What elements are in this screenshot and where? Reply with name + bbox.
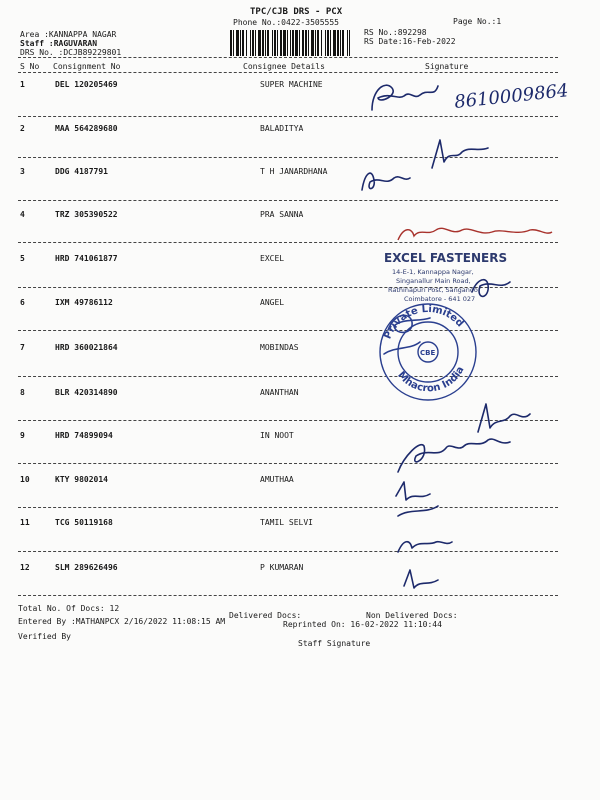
barcode-bar: [347, 30, 348, 56]
signature-2: [432, 140, 488, 168]
row-consignee: SUPER MACHINE: [260, 80, 323, 89]
row-consignee: BALADITYA: [260, 124, 304, 133]
header-rule-top: [18, 57, 558, 58]
row-consignee: ANANTHAN: [260, 388, 299, 397]
barcode-bar: [240, 30, 241, 56]
row-consignment: HRD 74899094: [55, 431, 113, 440]
barcode-bar: [308, 30, 309, 56]
signature-8: [478, 404, 530, 432]
row-sno: 12: [20, 563, 30, 572]
barcode-bar: [258, 30, 261, 56]
row-sno: 4: [20, 210, 25, 219]
barcode-bar: [311, 30, 314, 56]
barcode-bar: [233, 30, 234, 56]
row-sno: 8: [20, 388, 25, 397]
row-consignment: IXM 49786112: [55, 298, 113, 307]
staff-signature: Staff Signature: [298, 639, 371, 648]
barcode-bar: [280, 30, 282, 56]
total-docs: Total No. Of Docs: 12: [18, 604, 120, 613]
phone-number: Phone No.:0422-3505555: [233, 18, 339, 27]
barcode-bar: [315, 30, 316, 56]
row-sno: 1: [20, 80, 25, 89]
round-stamp-inner-ring: [398, 322, 458, 382]
area-field: Area :KANNAPPA NAGAR: [20, 30, 117, 39]
signature-3: [362, 173, 410, 190]
row-consignment: HRD 741061877: [55, 254, 118, 263]
barcode-bar: [242, 30, 244, 56]
barcode-bar: [295, 30, 298, 56]
round-stamp-center: CBE: [420, 349, 436, 357]
round-stamp-bottom-path: Mhacron India: [395, 364, 467, 395]
column-header-consignee: Consignee Details: [243, 62, 325, 71]
row-separator: [18, 157, 558, 158]
verified-by: Verified By: [18, 632, 71, 641]
drs-number: DRS No. :DCJB89229801: [20, 48, 122, 57]
barcode-bar: [292, 30, 294, 56]
row-sno: 9: [20, 431, 25, 440]
stamp-pin: Coimbatore - 641 027: [404, 295, 476, 303]
barcode-bar: [265, 30, 266, 56]
stamp-address-1: 14-E-1, Kannappa Nagar,: [392, 268, 474, 276]
row-consignment: SLM 289626496: [55, 563, 118, 572]
header-rule-bottom: [18, 72, 558, 73]
column-header-signature: Signature: [425, 62, 469, 71]
row-consignee: IN NOOT: [260, 431, 294, 440]
round-stamp-outer-ring: [380, 304, 476, 400]
barcode-bar: [262, 30, 264, 56]
row-consignee: TAMIL SELVI: [260, 518, 313, 527]
entered-by: Entered By :MATHANPCX 2/16/2022 11:08:15 AM: [18, 617, 226, 626]
barcode-bar: [305, 30, 307, 56]
row-consignee: P KUMARAN: [260, 563, 304, 572]
row-consignee: PRA SANNA: [260, 210, 304, 219]
row-sno: 5: [20, 254, 25, 263]
barcode-bar: [327, 30, 329, 56]
barcode-bar: [333, 30, 336, 56]
signature-9: [398, 439, 510, 472]
round-stamp-top-text: [382, 304, 465, 341]
signature-1: [372, 85, 438, 110]
row-consignee: ANGEL: [260, 298, 285, 307]
rs-number: RS No.:892298: [364, 28, 427, 37]
barcode-bar: [246, 30, 247, 56]
column-header-sno: S No: [20, 62, 40, 71]
row-separator: [18, 595, 558, 596]
signature-10: [396, 482, 438, 516]
signature-7: [384, 342, 420, 354]
barcode-bar: [252, 30, 254, 56]
barcode-bar: [321, 30, 322, 56]
barcode-bar: [255, 30, 256, 56]
barcode-bar: [230, 30, 232, 56]
row-separator: [18, 330, 558, 331]
row-consignment: DEL 120205469: [55, 80, 118, 89]
row-sno: 10: [20, 475, 30, 484]
barcode-bar: [274, 30, 276, 56]
rs-date: RS Date:16-Feb-2022: [364, 37, 456, 46]
row-sno: 6: [20, 298, 25, 307]
row-sno: 2: [20, 124, 25, 133]
row-consignee: MOBINDAS: [260, 343, 299, 352]
row-consignee: EXCEL: [260, 254, 285, 263]
round-stamp-top-path: Private Limited: [382, 303, 466, 341]
barcode-bar: [236, 30, 239, 56]
barcode-bar: [330, 30, 331, 56]
row-consignment: TCG 50119168: [55, 518, 113, 527]
barcode-bar: [267, 30, 269, 56]
row-sno: 3: [20, 167, 25, 176]
row-consignment: TRZ 305390522: [55, 210, 118, 219]
row-sno: 7: [20, 343, 25, 352]
row-consignment: BLR 420314890: [55, 388, 118, 397]
row-sno: 11: [20, 518, 30, 527]
row-consignee: T H JANARDHANA: [260, 167, 328, 176]
red-signature: [398, 228, 552, 240]
handwritten-phone: 8610009864: [453, 80, 570, 113]
row-separator: [18, 287, 558, 288]
barcode-bar: [317, 30, 319, 56]
row-consignment: DDG 4187791: [55, 167, 108, 176]
round-stamp-center-ring: [418, 342, 438, 362]
barcode-bar: [340, 30, 341, 56]
row-separator: [18, 463, 558, 464]
barcode-bar: [277, 30, 278, 56]
barcode-bar: [272, 30, 273, 56]
row-consignment: KTY 9802014: [55, 475, 108, 484]
barcode-bar: [250, 30, 251, 56]
round-stamp-bottom-text: [395, 365, 466, 395]
barcode-bar: [302, 30, 304, 56]
row-consignment: HRD 360021864: [55, 343, 118, 352]
stamp-address-3: Rathinapuri Post, Sanganoor: [388, 286, 481, 294]
delivered-docs: Delivered Docs:: [229, 611, 302, 620]
barcode: [230, 30, 350, 56]
non-delivered-docs: Non Delivered Docs:: [366, 611, 458, 620]
signature-12: [404, 570, 438, 588]
barcode-bar: [342, 30, 344, 56]
barcode-bar: [337, 30, 339, 56]
document-title: TPC/CJB DRS - PCX: [250, 7, 343, 17]
barcode-bar: [283, 30, 286, 56]
stamp-address-2: Singanallur Main Road,: [396, 277, 471, 285]
company-stamp: [384, 251, 507, 303]
reprinted-on: Reprinted On: 16-02-2022 11:10:44: [283, 620, 442, 629]
row-separator: [18, 200, 558, 201]
staff-field: Staff :RAGUVARAN: [20, 39, 98, 48]
row-separator: [18, 242, 558, 243]
row-separator: [18, 116, 558, 117]
barcode-bar: [299, 30, 300, 56]
column-header-consignment: Consignment No: [53, 62, 121, 71]
stamp-company: EXCEL FASTENERS: [384, 251, 508, 265]
round-stamp: [380, 304, 476, 400]
barcode-bar: [325, 30, 326, 56]
row-consignment: MAA 564289680: [55, 124, 118, 133]
signature-5: [472, 280, 510, 297]
row-separator: [18, 376, 558, 377]
barcode-bar: [349, 30, 350, 56]
row-consignee: AMUTHAA: [260, 475, 294, 484]
barcode-bar: [287, 30, 288, 56]
row-separator: [18, 551, 558, 552]
page-number: Page No.:1: [453, 17, 502, 26]
row-separator: [18, 420, 558, 421]
row-separator: [18, 507, 558, 508]
barcode-bar: [290, 30, 291, 56]
